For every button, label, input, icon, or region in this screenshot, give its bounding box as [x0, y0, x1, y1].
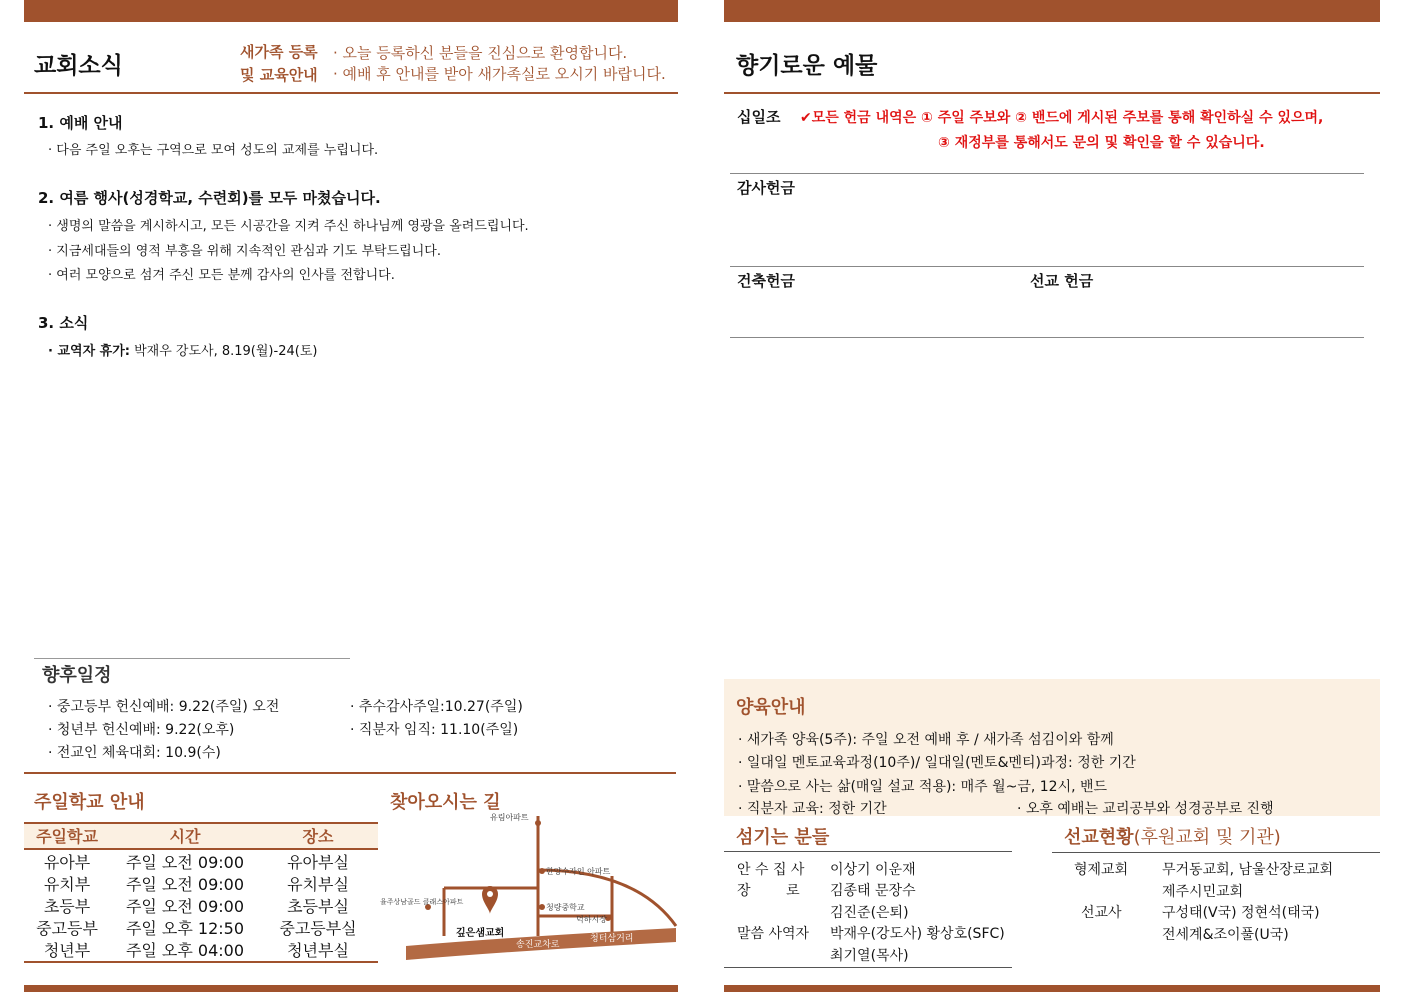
mission-names: 제주시민교회: [1162, 884, 1244, 900]
school-name: 중고등부: [36, 919, 98, 938]
school-time: 주일 오후 12:50: [125, 919, 245, 938]
schedule-item: · 추수감사주일:10.27(주일): [350, 699, 523, 715]
school-place: 유치부실: [287, 875, 349, 894]
server-names: 김진준(은퇴): [830, 905, 909, 921]
schedule-rule: [34, 658, 350, 659]
map-label: 청터삼거리: [590, 934, 634, 944]
schedule-title: 향후일정: [42, 665, 112, 686]
header-rule-right: [724, 92, 1380, 94]
top-bar-left: [24, 0, 678, 22]
map-label: 송진교차로: [516, 940, 560, 950]
mission-names: 구성태(V국) 정현석(태국): [1162, 905, 1320, 921]
bottom-bar-left: [24, 985, 678, 992]
missions-title-main: 선교현황: [1064, 827, 1134, 848]
header-rule-left: [24, 92, 678, 94]
server-role: 장 로: [737, 883, 800, 899]
directions-title: 찾아오시는 길: [390, 792, 501, 813]
missions-top-rule: [1052, 852, 1380, 853]
mission-names: 무거동교회, 남울산장로교회: [1162, 862, 1334, 878]
education-item: · 오후 예배는 교리공부와 성경공부로 진행: [1017, 801, 1274, 817]
news-item: · 지금세대들의 영적 부흥을 위해 지속적인 관심과 기도 부탁드립니다.: [48, 244, 441, 259]
server-names: 최기열(목사): [830, 948, 909, 964]
schedule-item: · 청년부 헌신예배: 9.22(오후): [48, 722, 235, 738]
map-dot: [535, 820, 541, 826]
school-time: 주일 오후 04:00: [125, 941, 245, 960]
col-header-time: 시간: [169, 827, 201, 846]
servers-top-rule: [724, 851, 1012, 852]
divider: [730, 266, 1364, 267]
schedule-item: · 중고등부 헌신예배: 9.22(주일) 오전: [48, 699, 280, 715]
col-header-school: 주일학교: [36, 827, 98, 846]
divider: [730, 173, 1364, 174]
news-item-text: 박재우 강도사, 8.19(월)-24(토): [129, 344, 318, 359]
school-place: 중고등부실: [279, 919, 357, 938]
col-header-place: 장소: [302, 827, 334, 846]
top-bar-right: [724, 0, 1380, 22]
map-label: 한양수자인 아파트: [546, 867, 611, 876]
schedule-item: · 전교인 체육대회: 10.9(수): [48, 745, 221, 761]
page-title-church-news: 교회소식: [34, 53, 123, 79]
church-location-icon-center: [487, 891, 493, 897]
map-label: 율주상남골드 클래스아파트: [380, 898, 464, 906]
mission-role: 선교사: [1081, 905, 1122, 921]
news-heading-3: 3. 소식: [38, 314, 89, 332]
mission-names: 전세계&조이풀(U국): [1162, 927, 1289, 943]
news-item: · 다음 주일 오후는 구역으로 모여 성도의 교제를 누립니다.: [48, 143, 379, 158]
map-dot: [539, 904, 545, 910]
thanks-offering-label: 감사헌금: [737, 179, 795, 197]
map-dot: [539, 868, 545, 874]
server-names: 박재우(강도사) 황상호(SFC): [830, 926, 1005, 942]
sunday-school-bottom-rule: [24, 961, 378, 963]
servers-title: 섬기는 분들: [736, 827, 830, 848]
page-title-offering: 향기로운 예물: [736, 53, 878, 79]
map-label: 덕하시장: [576, 915, 607, 924]
check-icon: ✔: [800, 110, 812, 126]
missions-title: [1064, 823, 1281, 849]
school-time: 주일 오전 09:00: [125, 875, 245, 894]
map-label: 청량중학교: [546, 903, 585, 912]
notice-text-1: 모든 헌금 내역은 ① 주일 주보와 ② 밴드에 게시된 주보를 통해 확인하실 수 있으며,: [811, 110, 1324, 126]
tithe-label: 십일조: [737, 108, 781, 126]
education-item: · 말씀으로 사는 삶(매일 설교 적용): 매주 월~금, 12시, 밴드: [738, 779, 1108, 795]
news-item: · 여러 모양으로 섬겨 주신 모든 분께 감사의 인사를 전합니다.: [48, 268, 395, 283]
news-item-bold: · 교역자 휴가:: [48, 344, 130, 359]
server-names: 이상기 이운재: [830, 862, 916, 878]
divider: [730, 337, 1364, 338]
server-role: 안 수 집 사: [737, 862, 805, 878]
register-line-1: · 오늘 등록하신 분들을 진심으로 환영합니다.: [333, 44, 628, 62]
directions-map: [376, 810, 680, 970]
news-heading-2: 2. 여름 행사(성경학교, 수련회)를 모두 마쳤습니다.: [38, 189, 381, 207]
school-name: 초등부: [43, 897, 91, 916]
server-names: 김종태 문장수: [830, 883, 916, 899]
mission-role: 형제교회: [1074, 862, 1129, 878]
school-place: 청년부실: [287, 941, 349, 960]
school-name: 청년부: [43, 941, 91, 960]
school-time: 주일 오전 09:00: [125, 853, 245, 872]
news-heading-1: 1. 예배 안내: [38, 114, 123, 132]
school-place: 유아부실: [287, 853, 349, 872]
church-location-icon: [482, 886, 498, 914]
school-name: 유아부: [43, 853, 91, 872]
register-label-2: 및 교육안내: [240, 66, 318, 84]
map-label: 유림아파트: [490, 813, 529, 822]
news-item: · 생명의 말씀을 계시하시고, 모든 시공간을 지켜 주신 하나님께 영광을 올려드립니다.: [48, 219, 529, 234]
notice-line-1: [800, 107, 1323, 127]
education-title: 양육안내: [736, 697, 806, 718]
school-time: 주일 오전 09:00: [125, 897, 245, 916]
education-item: · 직분자 교육: 정한 기간: [738, 801, 887, 817]
schedule-bottom-rule: [24, 772, 676, 774]
mission-offering-label: 선교 헌금: [1030, 272, 1094, 290]
road-branch: [444, 888, 612, 916]
register-line-2: · 예배 후 안내를 받아 새가족실로 오시기 바랍니다.: [333, 65, 666, 83]
school-place: 초등부실: [287, 897, 349, 916]
servers-bottom-rule: [724, 967, 1012, 968]
bottom-bar-right: [724, 985, 1380, 992]
server-role: 말씀 사역자: [737, 926, 810, 942]
missions-title-sub: (후원교회 및 기관): [1133, 827, 1281, 848]
school-name: 유치부: [43, 875, 91, 894]
schedule-item: · 직분자 임직: 11.10(주일): [350, 722, 519, 738]
map-church-label: 깊은샘교회: [456, 928, 505, 939]
building-offering-label: 건축헌금: [737, 272, 795, 290]
sunday-school-title: 주일학교 안내: [34, 792, 145, 813]
register-label-1: 새가족 등록: [240, 43, 318, 61]
notice-line-2: ③ 재정부를 통해서도 문의 및 확인을 할 수 있습니다.: [938, 135, 1265, 151]
news-item: [48, 340, 317, 359]
education-item: · 일대일 멘토교육과정(10주)/ 일대일(멘토&멘티)과정: 정한 기간: [738, 755, 1136, 771]
education-item: · 새가족 양육(5주): 주일 오전 예배 후 / 새가족 섬김이와 함께: [738, 732, 1114, 748]
